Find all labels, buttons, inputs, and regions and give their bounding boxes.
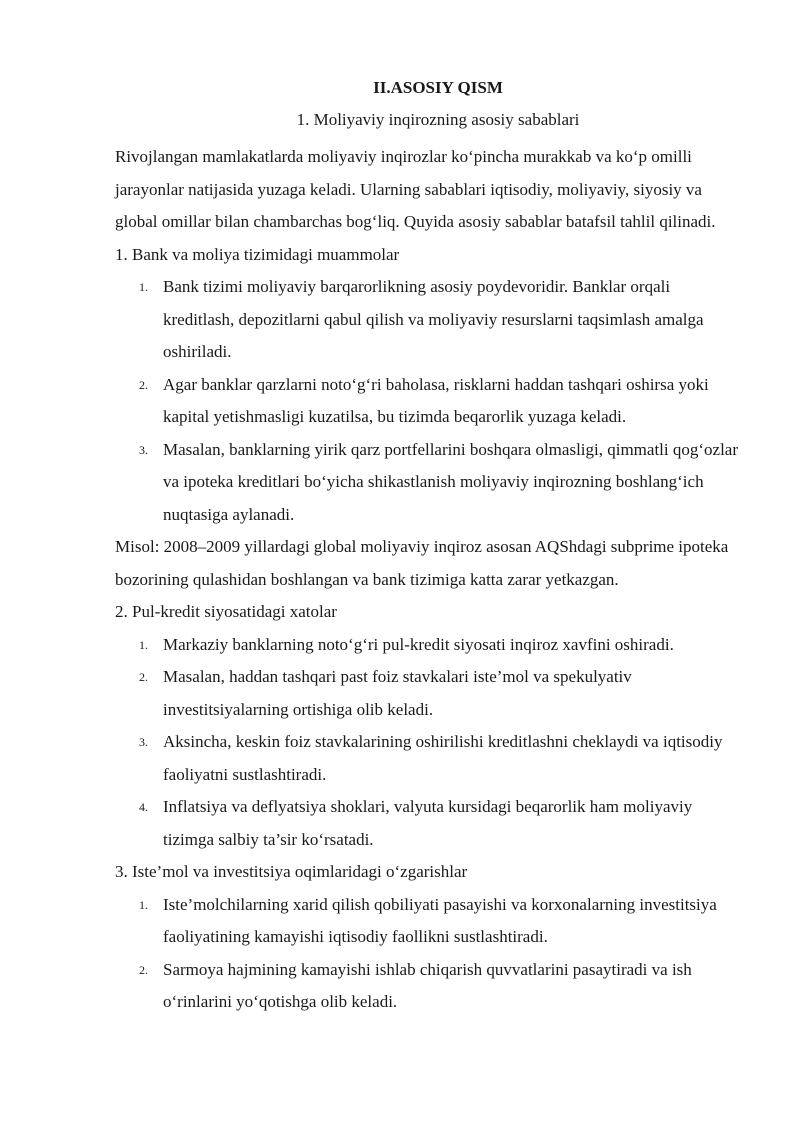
list-item	[115, 726, 745, 791]
list-item-text: Masalan, haddan tashqari past foiz stavkalari iste’mol va spekulyativ investitsiyalarning ortishiga olib keladi.	[163, 667, 632, 719]
list-item-number: 4.	[139, 800, 148, 814]
list-item-number: 2.	[139, 377, 148, 392]
section-2-heading: 2. Pul-kredit siyosatidagi xatolar	[115, 602, 337, 621]
list-item-number: 1.	[139, 637, 148, 652]
list-item-number: 2.	[139, 670, 148, 684]
list-item	[115, 629, 745, 662]
list-item-text: Iste’molchilarning xarid qilish qobiliyati pasayishi va korxonalarning investitsiya faoliyatining kamayishi iqtisodiy faollikni sustlashtiradi.	[163, 894, 717, 946]
section-1-heading: 1. Bank va moliya tizimidagi muammolar	[115, 244, 400, 264]
section-1-list	[115, 271, 745, 531]
list-item-text: Masalan, banklarning yirik qarz portfellarini boshqara olmasligi, qimmatli qog‘ozlar va ipoteka kreditlari bo‘yicha shikastlanish moliyaviy inqirozning boshlang‘ich nuqtasiga aylanadi.	[163, 439, 739, 524]
list-item	[115, 434, 745, 532]
list-item	[115, 271, 745, 369]
section-subtitle: 1. Moliyaviy inqirozning asosiy sabablari	[296, 110, 580, 129]
list-item	[115, 661, 745, 726]
list-item	[115, 889, 745, 954]
list-item-text: Bank tizimi moliyaviy barqarorlikning asosiy poydevoridir. Banklar orqali kreditlash, depozitlarni qabul qilish va moliyaviy resurslarni taqsimlash amalga oshiriladi.	[163, 277, 704, 361]
list-item-number: 1.	[139, 280, 148, 294]
list-item-text: Agar banklar qarzlarni noto‘g‘ri baholasa, risklarni haddan tashqari oshirsa yoki kapital yetishmasligi kuzatilsa, bu tizimda beqarorlik yuzaga keladi.	[163, 374, 709, 426]
example-paragraph: Misol: 2008–2009 yillardagi global moliyaviy inqiroz asosan AQShdagi subprime ipoteka bozorining qulashidan boshlangan va bank tizimiga katta zarar yetkazgan.	[115, 537, 729, 589]
list-item-text: Sarmoya hajmining kamayishi ishlab chiqarish quvvatlarini pasaytiradi va ish o‘rinlarini yo‘qotishga olib keladi.	[163, 959, 692, 1011]
list-item-text: Aksincha, keskin foiz stavkalarining oshirilishi kreditlashni cheklaydi va iqtisodiy faoliyatni sustlashtiradi.	[163, 732, 723, 784]
page-title: II.ASOSIY QISM	[373, 78, 503, 97]
section-3-list	[115, 889, 745, 1019]
list-item-number: 3.	[139, 442, 148, 457]
list-item-number: 3.	[139, 735, 148, 749]
intro-paragraph: Rivojlangan mamlakatlarda moliyaviy inqirozlar ko‘pincha murakkab va ko‘p omilli jarayonlar natijasida yuzaga keladi. Ularning sabablari iqtisodiy, moliyaviy, siyosiy va global omillar bilan chambarchas bog‘liq. Quyida asosiy sabablar batafsil tahlil qilinadi.	[115, 147, 716, 231]
list-item	[115, 369, 745, 434]
document-body	[115, 141, 745, 1019]
list-item-number: 1.	[139, 897, 148, 912]
list-item-text: Markaziy banklarning noto‘g‘ri pul-kredit siyosati inqiroz xavfini oshiradi.	[163, 634, 674, 654]
list-item-text: Inflatsiya va deflyatsiya shoklari, valyuta kursidagi beqarorlik ham moliyaviy tizimga salbiy ta’sir ko‘rsatadi.	[163, 797, 693, 849]
list-item-number: 2.	[139, 962, 148, 977]
list-item	[115, 954, 745, 1019]
list-item	[115, 791, 745, 856]
section-3-heading: 3. Iste’mol va investitsiya oqimlaridagi o‘zgarishlar	[115, 862, 468, 881]
section-2-list	[115, 629, 745, 857]
